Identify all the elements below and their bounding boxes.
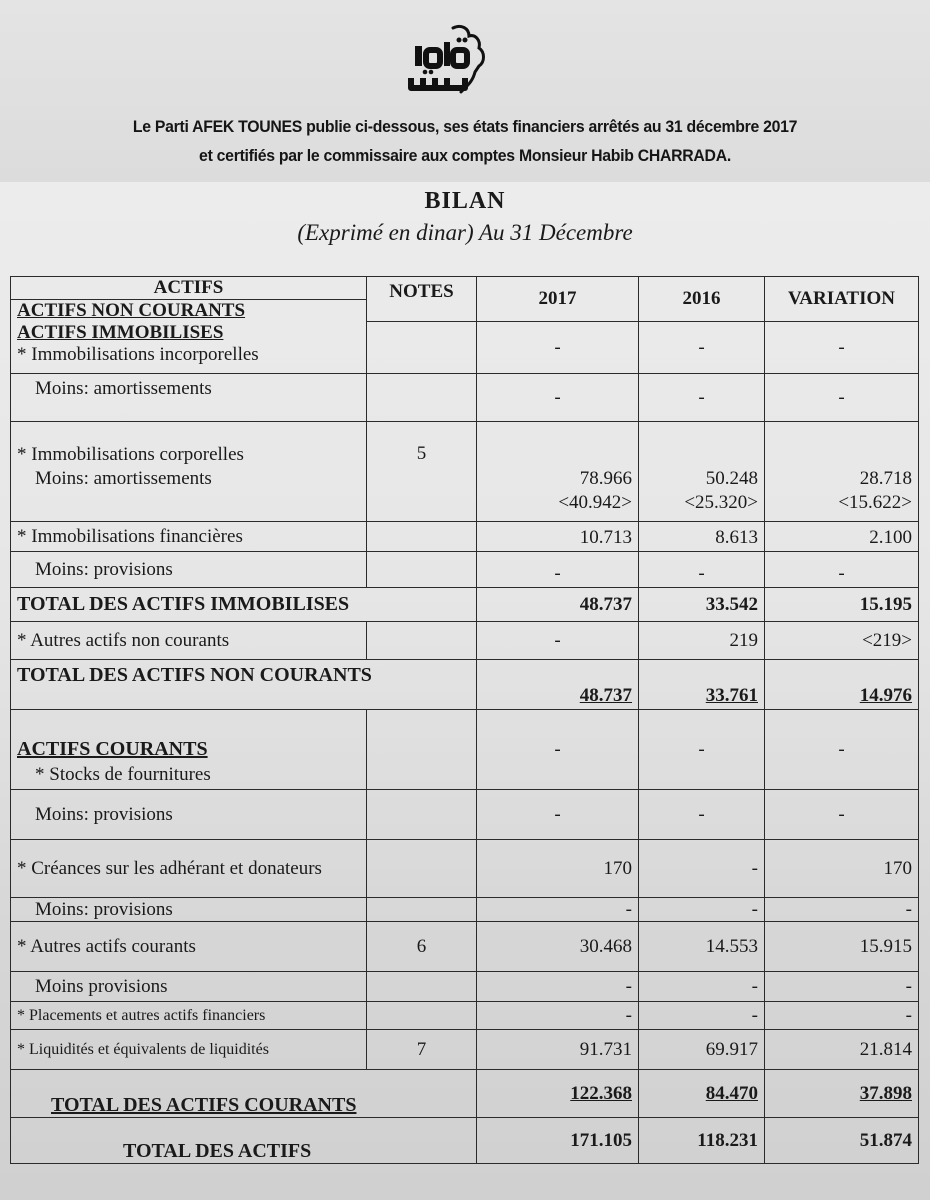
row-label: * Stocks de fournitures — [35, 764, 211, 785]
table-row — [11, 790, 919, 840]
table-row — [11, 422, 919, 522]
table-row — [11, 922, 919, 972]
row-notes — [367, 840, 477, 898]
cell-2016: 219 — [639, 622, 765, 660]
cell-2017: 91.731 — [477, 1030, 639, 1070]
intro-line-2: et certifiés par le commissaire aux comptes Monsieur Habib CHARRADA. — [199, 146, 731, 165]
cell-variation: - — [765, 322, 919, 374]
row-notes — [367, 374, 477, 422]
document-subtitle: (Exprimé en dinar) Au 31 Décembre — [297, 220, 633, 245]
row-label: * Créances sur les adhérant et donateurs — [11, 840, 367, 898]
cell-2016: - — [639, 898, 765, 922]
cell-2017: 170 — [477, 840, 639, 898]
cell-2017: - — [477, 1002, 639, 1030]
document-title: BILAN — [424, 188, 506, 214]
cell-variation-amort: <15.622> — [838, 492, 912, 513]
cell-2017-amort: <40.942> — [558, 492, 632, 513]
row-label: * Immobilisations financières — [11, 522, 367, 552]
cell-2017: 171.105 — [477, 1118, 639, 1164]
table-row — [11, 898, 919, 922]
row-notes — [367, 322, 477, 374]
cell-2016: - — [639, 1002, 765, 1030]
cell-variation: - — [765, 552, 919, 588]
row-notes — [367, 790, 477, 840]
cell-2017: - — [477, 790, 639, 840]
section-actifs-immobilises: ACTIFS IMMOBILISES — [17, 321, 224, 343]
total-row — [11, 1070, 919, 1118]
cell-2016-amort: <25.320> — [684, 492, 758, 513]
table-row — [11, 972, 919, 1002]
cell-2016: 84.470 — [639, 1070, 765, 1118]
cell-variation: 170 — [765, 840, 919, 898]
cell-2016: 33.761 — [639, 660, 765, 710]
section-actifs-non-courants — [11, 300, 367, 322]
table-row — [11, 322, 919, 374]
table-row — [11, 1002, 919, 1030]
row-notes — [367, 972, 477, 1002]
cell-2017: - — [477, 552, 639, 588]
section-actifs-courants: ACTIFS COURANTS — [17, 738, 208, 760]
cell-variation: 51.874 — [765, 1118, 919, 1164]
row-label: * Liquidités et équivalents de liquidités — [11, 1030, 367, 1070]
row-label: * Autres actifs non courants — [11, 622, 367, 660]
cell-2017: 48.737 — [477, 588, 639, 622]
cell-2016: - — [639, 374, 765, 422]
cell-variation: - — [765, 1002, 919, 1030]
cell-2017: - — [477, 622, 639, 660]
row-label: TOTAL DES ACTIFS COURANTS — [11, 1070, 477, 1118]
table-row — [11, 522, 919, 552]
row-notes: 6 — [367, 922, 477, 972]
afek-tounes-logo-icon — [395, 22, 505, 102]
total-row — [11, 588, 919, 622]
cell-2017: - — [477, 374, 639, 422]
intro-line-1: Le Parti AFEK TOUNES publie ci-dessous, ses états financiers arrêtés au 31 décembre 2017 — [132, 117, 798, 136]
cell-2016: - — [639, 790, 765, 840]
row-label: * Autres actifs courants — [11, 922, 367, 972]
header-variation: VARIATION — [765, 277, 919, 322]
row-notes — [367, 1002, 477, 1030]
row-label: Moins: provisions — [11, 790, 367, 840]
table-row — [11, 552, 919, 588]
cell-2016: - — [639, 972, 765, 1002]
row-label: Moins: amortissements — [11, 374, 367, 422]
total-row — [11, 660, 919, 710]
party-logo — [395, 22, 505, 102]
row-label: TOTAL DES ACTIFS — [11, 1118, 477, 1164]
cell-2017: 122.368 — [477, 1070, 639, 1118]
cell-2016: 50.248 — [705, 468, 758, 489]
cell-2016: 69.917 — [639, 1030, 765, 1070]
cell-2016: 118.231 — [639, 1118, 765, 1164]
cell-2017: 78.966 — [579, 468, 632, 489]
cell-variation: 28.718 — [859, 468, 912, 489]
row-label: Moins provisions — [11, 972, 367, 1002]
table-header-row — [11, 277, 919, 300]
balance-sheet-table — [10, 276, 919, 1164]
cell-2016: - — [639, 840, 765, 898]
cell-2016: 8.613 — [639, 522, 765, 552]
row-label: TOTAL DES ACTIFS IMMOBILISES — [11, 588, 477, 622]
row-label: * Immobilisations incorporelles — [17, 343, 259, 365]
row-notes: 7 — [367, 1030, 477, 1070]
cell-2017: - — [477, 322, 639, 374]
section-title: ACTIFS NON COURANTS — [17, 300, 246, 322]
cell-variation: - — [765, 374, 919, 422]
cell-variation: 15.915 — [765, 922, 919, 972]
total-row — [11, 1118, 919, 1164]
row-notes — [367, 898, 477, 922]
cell-variation: - — [765, 972, 919, 1002]
cell-2017: - — [477, 898, 639, 922]
row-label: Moins: provisions — [11, 552, 367, 588]
header-notes: NOTES — [367, 277, 477, 322]
cell-2017: 48.737 — [477, 660, 639, 710]
table-row — [11, 622, 919, 660]
cell-variation: 37.898 — [765, 1070, 919, 1118]
row-label: * Placements et autres actifs financiers — [11, 1002, 367, 1030]
cell-2016: - — [639, 710, 765, 790]
cell-2016: - — [639, 322, 765, 374]
row-label-sub: Moins: amortissements — [35, 468, 212, 489]
cell-variation: 14.976 — [765, 660, 919, 710]
table-row — [11, 710, 919, 790]
cell-2016: 33.542 — [639, 588, 765, 622]
cell-variation: - — [765, 790, 919, 840]
cell-variation: - — [765, 710, 919, 790]
cell-variation: <219> — [765, 622, 919, 660]
cell-2016: - — [639, 552, 765, 588]
header-actifs: ACTIFS — [11, 277, 367, 300]
row-notes: 5 — [367, 422, 477, 522]
cell-2017: - — [477, 710, 639, 790]
cell-variation: 2.100 — [765, 522, 919, 552]
row-notes — [367, 622, 477, 660]
cell-2017: 30.468 — [477, 922, 639, 972]
row-notes — [367, 552, 477, 588]
row-label: Moins: provisions — [11, 898, 367, 922]
row-notes — [367, 710, 477, 790]
table-row — [11, 1030, 919, 1070]
header-2016: 2016 — [639, 277, 765, 322]
cell-2016: 14.553 — [639, 922, 765, 972]
header-2017: 2017 — [477, 277, 639, 322]
cell-variation: 15.195 — [765, 588, 919, 622]
row-label: * Immobilisations corporelles — [17, 444, 244, 465]
table-row — [11, 840, 919, 898]
cell-variation: - — [765, 898, 919, 922]
table-row — [11, 374, 919, 422]
cell-2017: 10.713 — [477, 522, 639, 552]
row-label: TOTAL DES ACTIFS NON COURANTS — [11, 660, 477, 710]
cell-variation: 21.814 — [765, 1030, 919, 1070]
cell-2017: - — [477, 972, 639, 1002]
row-notes — [367, 522, 477, 552]
